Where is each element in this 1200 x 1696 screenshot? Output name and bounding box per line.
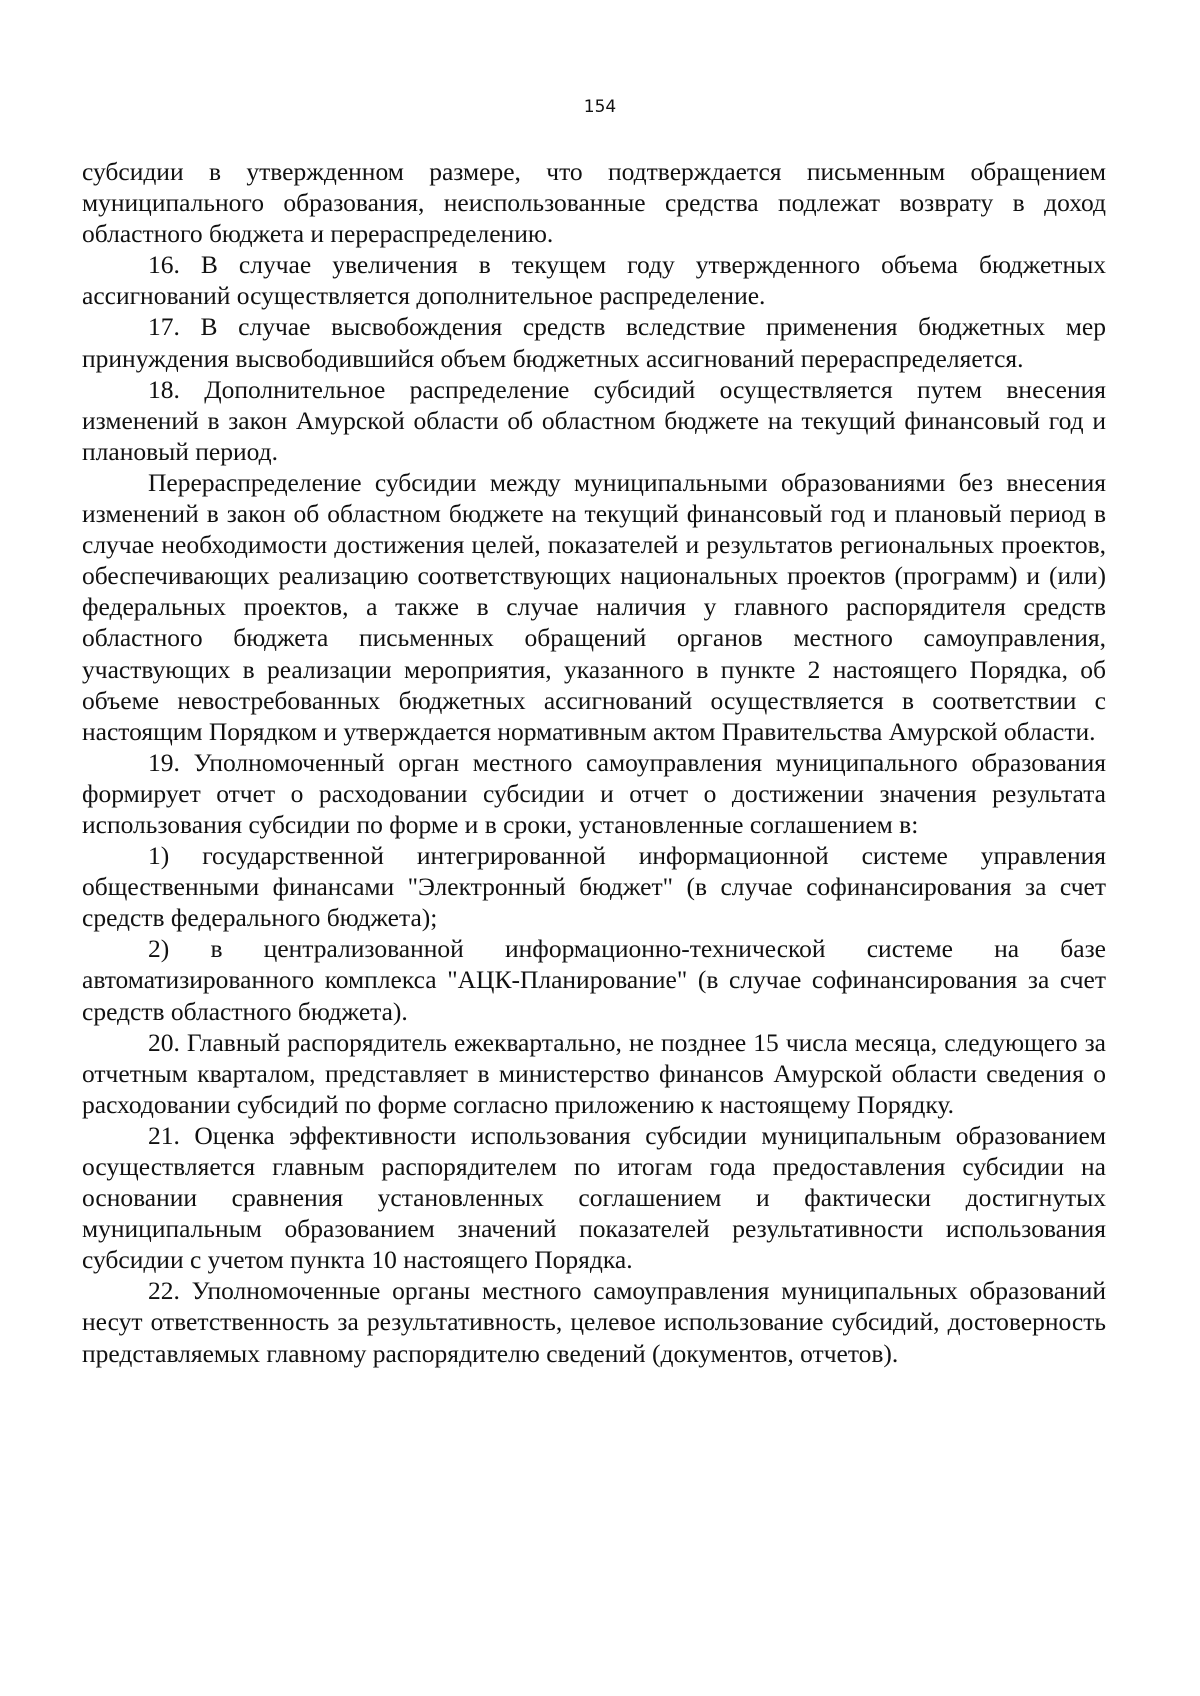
paragraph-clause-21: 21. Оценка эффективности использования субсидии муниципальным образованием осуществляется главным распорядителем по итогам года предоставления субсидии на основании сравнения установленных соглашением и фактически достигнутых муниципальным образованием значений показателей результативности использования субсидии с учетом пункта 10 настоящего Порядка.: [82, 1120, 1106, 1275]
paragraph-clause-17: 17. В случае высвобождения средств вследствие применения бюджетных мер принуждения высвободившийся объем бюджетных ассигнований перераспределяется.: [82, 312, 1106, 373]
paragraph-redistribution: Перераспределение субсидии между муниципальными образованиями без внесения изменений в закон об областном бюджете на текущий финансовый год и плановый период в случае необходимости достижения целей, показателей и результатов региональных проектов, обеспечивающих реализацию соответствующих национальных проектов (программ) и (или) федеральных проектов, а также в случае наличия у главного распорядителя средств областного бюджета письменных обращений органов местного самоуправления, участвующих в реализации мероприятия, указанного в пункте 2 настоящего Порядка, об объеме невостребованных бюджетных ассигнований осуществляется в соответствии с настоящим Порядком и утверждается нормативным актом Правительства Амурской области.: [82, 467, 1106, 746]
page-number: 154: [583, 97, 617, 117]
paragraph-subclause-2: 2) в централизованной информационно-технической системе на базе автоматизированного комплекса "АЦК-Планирование" (в случае софинансирования за счет средств областного бюджета).: [82, 934, 1106, 1026]
paragraph-clause-22: 22. Уполномоченные органы местного самоуправления муниципальных образований несут ответственность за результативность, целевое использование субсидий, достоверность представляемых главному распорядителю сведений (документов, отчетов).: [82, 1276, 1106, 1368]
paragraph-clause-20: 20. Главный распорядитель ежеквартально, не позднее 15 числа месяца, следующего за отчетным кварталом, представляет в министерство финансов Амурской области сведения о расходовании субсидий по форме согласно приложению к настоящему Порядку.: [82, 1027, 1106, 1119]
document-body: [82, 156, 1106, 1369]
paragraph-continuation: субсидии в утвержденном размере, что подтверждается письменным обращением муниципального образования, неиспользованные средства подлежат возврату в доход областного бюджета и перераспределению.: [82, 157, 1106, 249]
paragraph-clause-19: 19. Уполномоченный орган местного самоуправления муниципального образования формирует отчет о расходовании субсидии и отчет о достижении значения результата использования субсидии по форме и в сроки, установленные соглашением в:: [82, 747, 1106, 839]
paragraph-subclause-1: 1) государственной интегрированной информационной системе управления общественными финансами "Электронный бюджет" (в случае софинансирования за счет средств федерального бюджета);: [82, 841, 1106, 933]
paragraph-clause-16: 16. В случае увеличения в текущем году утвержденного объема бюджетных ассигнований осуществляется дополнительное распределение.: [82, 250, 1106, 311]
paragraph-clause-18: 18. Дополнительное распределение субсидий осуществляется путем внесения изменений в закон Амурской области об областном бюджете на текущий финансовый год и плановый период.: [82, 374, 1106, 466]
